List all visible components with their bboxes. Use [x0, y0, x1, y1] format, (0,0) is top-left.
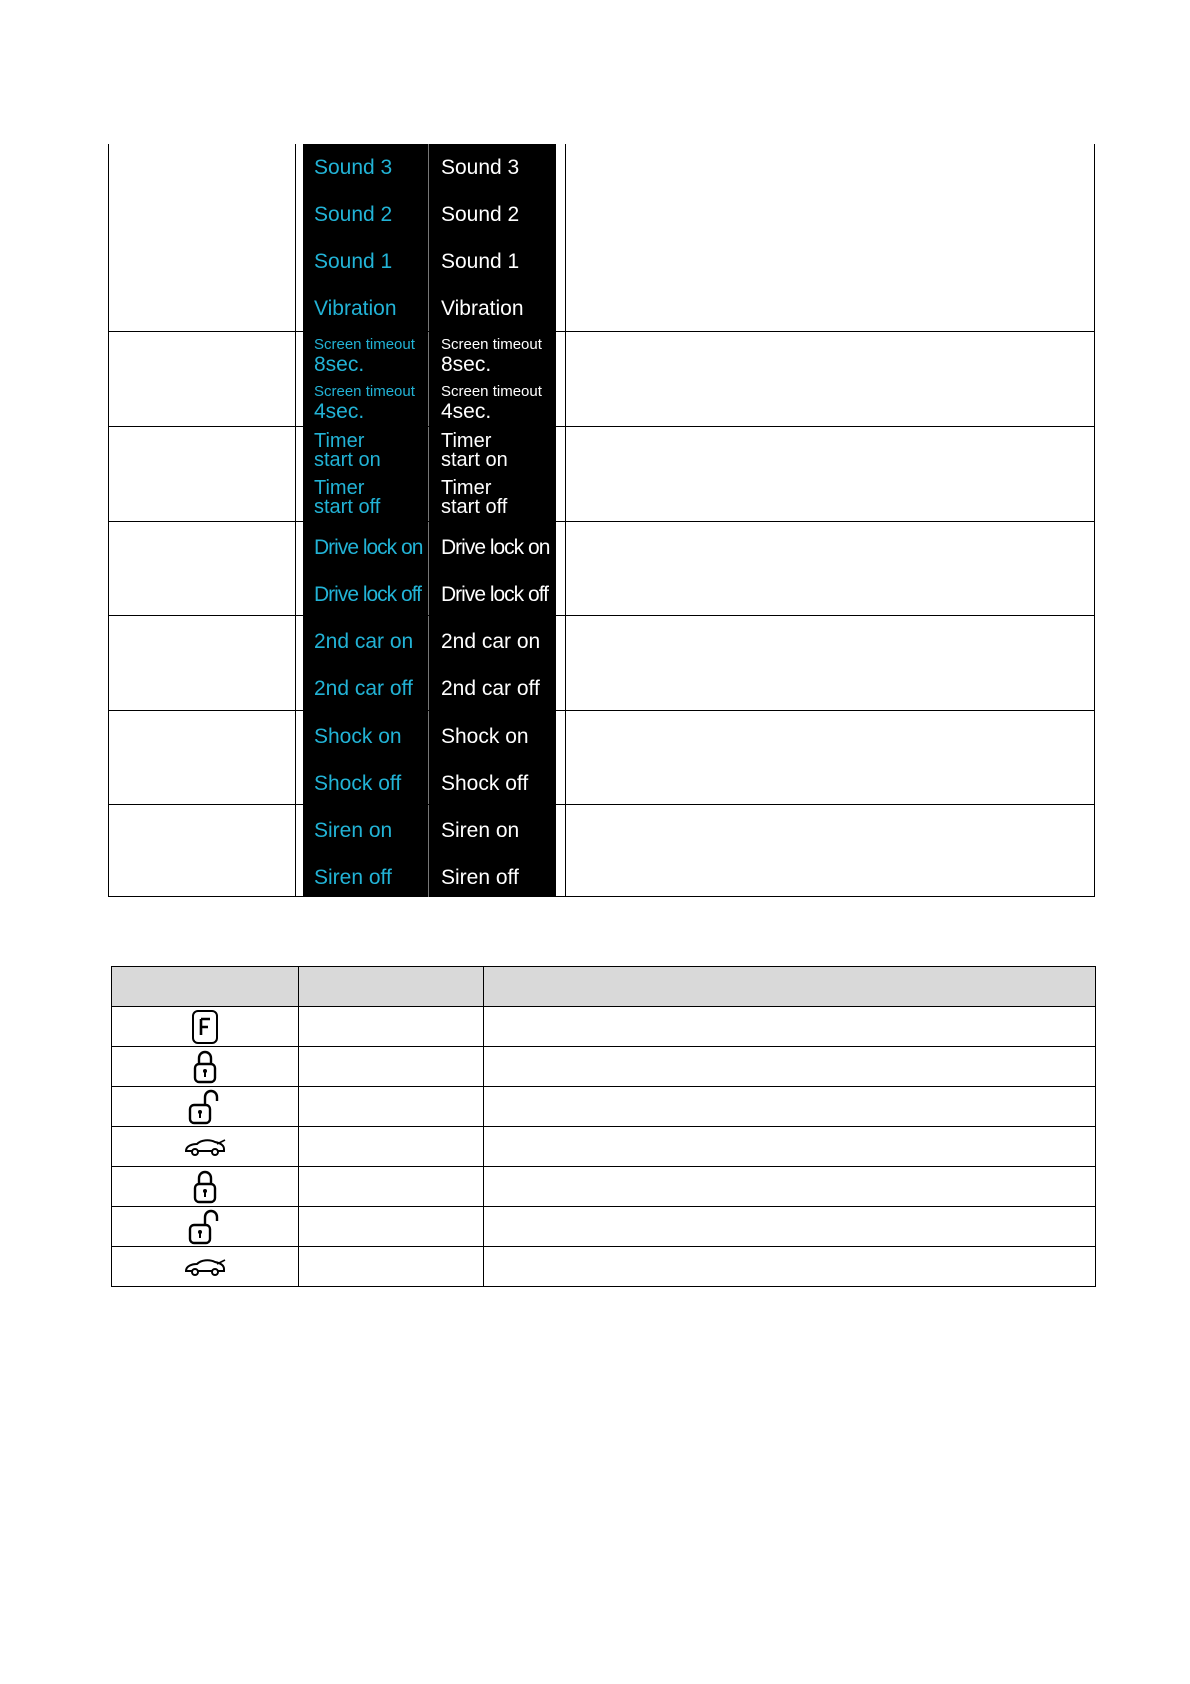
cyan-label: Siren on	[314, 819, 393, 842]
icon-cell	[112, 1047, 299, 1087]
white-label: start off	[441, 496, 508, 518]
icon-cell	[112, 1127, 299, 1167]
white-label: Sound 3	[441, 156, 520, 179]
f-button-icon	[190, 1010, 220, 1044]
cyan-label: Sound 2	[314, 203, 393, 226]
white-label: 8sec.	[441, 353, 492, 376]
table-row	[112, 1207, 1096, 1247]
settings-row-shock	[109, 711, 1094, 805]
icon-cell	[112, 1167, 299, 1207]
header-cell	[112, 967, 299, 1007]
cyan-label: Sound 1	[314, 250, 393, 273]
white-label: Vibration	[441, 297, 524, 320]
icon-table	[111, 966, 1096, 1287]
white-label: 4sec.	[441, 400, 492, 423]
cyan-label: Shock on	[314, 725, 402, 748]
icon-cell	[112, 1247, 299, 1287]
white-label: Drive lock off	[441, 583, 548, 606]
cyan-label: Timer	[314, 477, 365, 499]
cyan-label: 8sec.	[314, 353, 365, 376]
header-cell	[484, 967, 1096, 1007]
white-label: Timer	[441, 430, 492, 452]
settings-table	[108, 144, 1095, 897]
table-row	[112, 1007, 1096, 1047]
cyan-label: Drive lock off	[314, 583, 421, 606]
cyan-label: Screen timeout	[314, 383, 415, 400]
cyan-label: Screen timeout	[314, 336, 415, 353]
white-label: Siren off	[441, 866, 519, 889]
header-cell	[299, 967, 484, 1007]
settings-row-drive-lock	[109, 522, 1094, 616]
settings-row-timer-start	[109, 427, 1094, 522]
table-row	[112, 1167, 1096, 1207]
icon-cell	[112, 1087, 299, 1127]
cyan-label: start off	[314, 496, 381, 518]
cyan-label: 2nd car on	[314, 630, 414, 653]
settings-row-sound	[109, 144, 1094, 332]
settings-row-screen-timeout	[109, 332, 1094, 427]
cyan-label: Sound 3	[314, 156, 393, 179]
screen-pane	[303, 332, 556, 426]
unlock-icon	[187, 1089, 223, 1125]
cyan-label: Timer	[314, 430, 365, 452]
car-icon	[183, 1255, 227, 1279]
white-label: Sound 1	[441, 250, 520, 273]
white-label: Shock off	[441, 772, 529, 795]
screen-pane	[303, 805, 556, 897]
white-label: Drive lock on	[441, 536, 550, 559]
table-row	[112, 1127, 1096, 1167]
screen-pane	[303, 522, 556, 615]
white-label: 2nd car off	[441, 677, 540, 700]
white-label: 2nd car on	[441, 630, 541, 653]
icon-cell	[112, 1007, 299, 1047]
white-label: Shock on	[441, 725, 529, 748]
white-label: Siren on	[441, 819, 520, 842]
cyan-label: Drive lock on	[314, 536, 423, 559]
car-icon	[183, 1135, 227, 1159]
cyan-label: Siren off	[314, 866, 392, 889]
lock-icon	[190, 1049, 220, 1085]
cyan-label: 2nd car off	[314, 677, 413, 700]
settings-row-second-car	[109, 616, 1094, 711]
screen-pane	[303, 144, 556, 331]
cyan-label: 4sec.	[314, 400, 365, 423]
cyan-label: Vibration	[314, 297, 397, 320]
screen-pane	[303, 616, 556, 710]
lock-icon	[190, 1169, 220, 1205]
cyan-label: start on	[314, 449, 381, 471]
icon-table-header	[112, 967, 1096, 1007]
white-label: Screen timeout	[441, 383, 542, 400]
white-label: start on	[441, 449, 508, 471]
unlock-icon	[187, 1209, 223, 1245]
white-label: Sound 2	[441, 203, 520, 226]
table-row	[112, 1247, 1096, 1287]
settings-row-siren	[109, 805, 1094, 897]
screen-pane	[303, 711, 556, 804]
screen-pane	[303, 427, 556, 521]
white-label: Timer	[441, 477, 492, 499]
table-row	[112, 1047, 1096, 1087]
white-label: Screen timeout	[441, 336, 542, 353]
cyan-label: Shock off	[314, 772, 402, 795]
icon-cell	[112, 1207, 299, 1247]
table-row	[112, 1087, 1096, 1127]
